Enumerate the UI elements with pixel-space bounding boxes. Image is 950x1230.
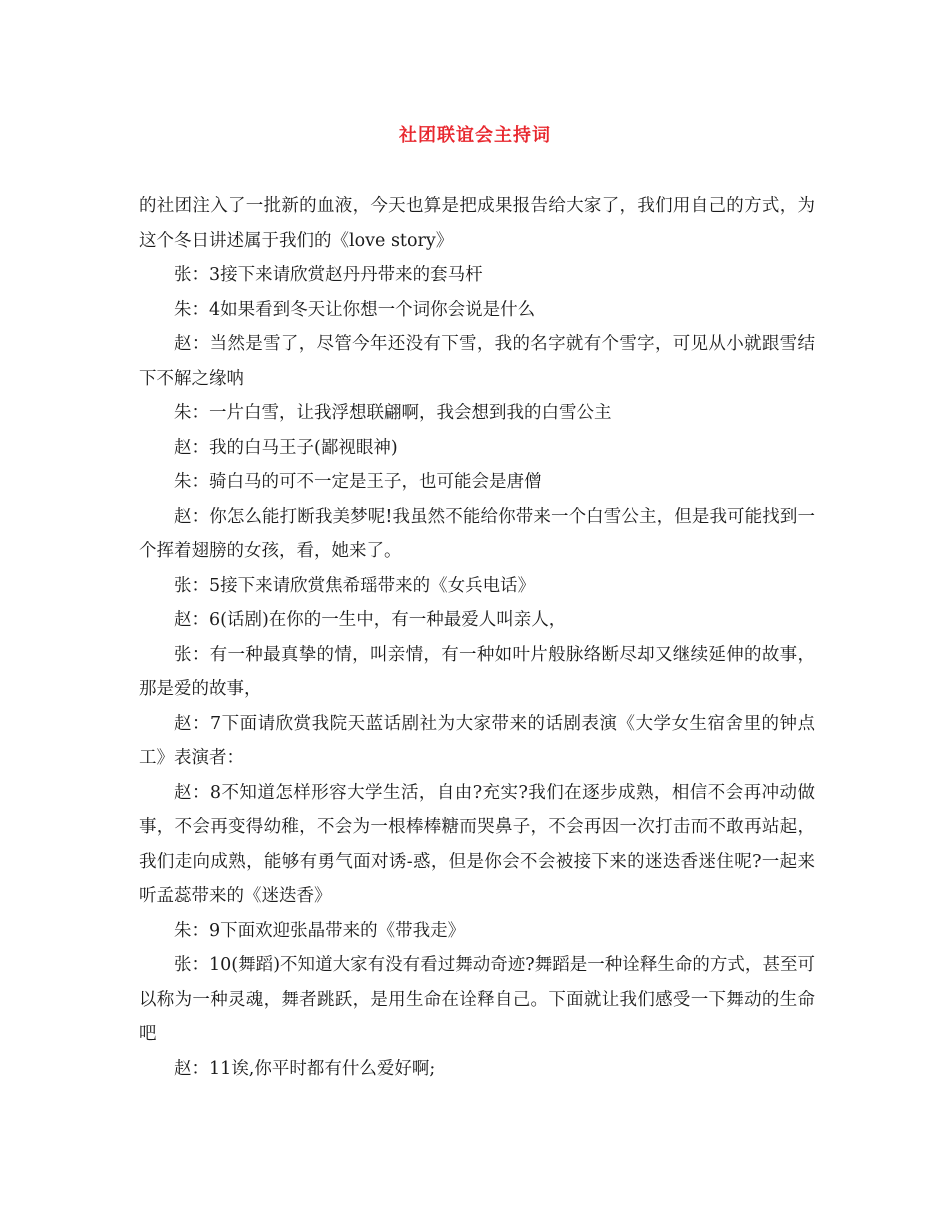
document-body — [139, 189, 815, 1086]
paragraph: 赵：6(话剧)在你的一生中，有一种最爱人叫亲人， — [174, 610, 567, 630]
paragraph: 朱：9下面欢迎张晶带来的《带我走》 — [174, 920, 466, 941]
paragraph: 朱：一片白雪，让我浮想联翩啊，我会想到我的白雪公主 — [174, 403, 612, 423]
paragraph: 赵：你怎么能打断我美梦呢!我虽然不能给你带来一个白雪公主，但是我可能找到一个挥着翅膀的女孩，看，她来了。 — [139, 506, 815, 561]
paragraph: 赵：当然是雪了，尽管今年还没有下雪，我的名字就有个雪字，可见从小就跟雪结下不解之缘呐 — [139, 334, 815, 389]
paragraph: 朱：4如果看到冬天让你想一个词你会说是什么 — [174, 299, 536, 320]
paragraph: 张：有一种最真挚的情，叫亲情，有一种如叶片般脉络断尽却又继续延伸的故事，那是爱的故事， — [139, 644, 815, 699]
paragraph: 赵：7下面请欣赏我院天蓝话剧社为大家带来的话剧表演《大学女生宿舍里的钟点工》表演者： — [139, 713, 815, 768]
document-title: 社团联谊会主持词 — [399, 125, 551, 146]
paragraph: 赵：我的白马王子(鄙视眼神) — [174, 437, 398, 458]
paragraph: 的社团注入了一批新的血液，今天也算是把成果报告给大家了，我们用自己的方式，为这个冬日讲述属于我们的《love story》 — [139, 196, 815, 251]
paragraph: 张：3接下来请欣赏赵丹丹带来的套马杆 — [174, 265, 483, 285]
paragraph: 张：10(舞蹈)不知道大家有没有看过舞动奇迹?舞蹈是一种诠释生命的方式，甚至可以称为一种灵魂，舞者跳跃，是用生命在诠释自己。下面就让我们感受一下舞动的生命吧 — [139, 955, 815, 1044]
paragraph: 朱：骑白马的可不一定是王子，也可能会是唐僧 — [174, 472, 542, 492]
paragraph: 赵：11诶,你平时都有什么爱好啊; — [174, 1058, 436, 1079]
paragraph: 赵：8不知道怎样形容大学生活，自由?充实?我们在逐步成熟，相信不会再冲动做事，不会再变得幼稚，不会为一根棒棒糖而哭鼻子，不会再因一次打击而不敢再站起，我们走向成熟，能够有勇气面对诱-惑，但是你会不会被接下来的迷迭香迷住呢?一起来听孟蕊带来的《迷迭香》 — [139, 782, 815, 906]
paragraph: 张：5接下来请欣赏焦希瑶带来的《女兵电话》 — [174, 575, 536, 596]
